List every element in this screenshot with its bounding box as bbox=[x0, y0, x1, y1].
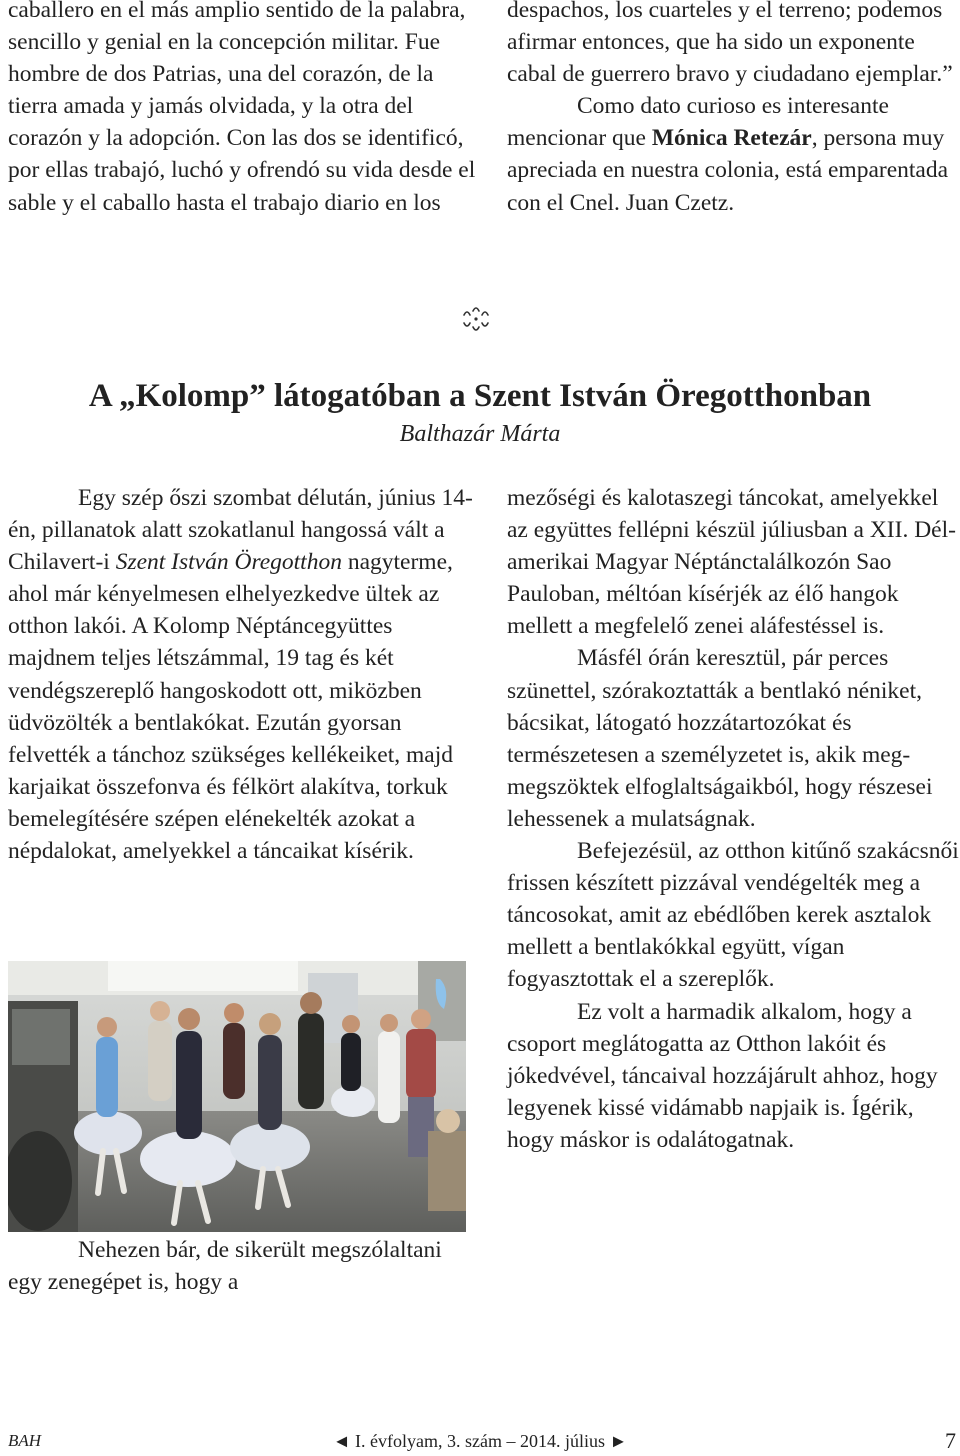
footer-issue: ◄ I. évfolyam, 3. szám – 2014. július ► bbox=[332, 1431, 628, 1451]
paragraph: Másfél órán keresztül, pár perces szünettel, szórakoztatták a bentlakó néniket, bácsikat, látogató hozzátartozókat és természetesen a személyzetet is, akik meg-megszöktek elfoglaltságaikból, hogy részesei lehessenek a mulatságnak. bbox=[507, 645, 933, 832]
paragraph: Ez volt a harmadik alkalom, hogy a csoport meglátogatta az Otthon lakóit és jókedvével, táncaival hozzájárult ahhoz, hogy legyenek kissé vidámabb napjaik is. Ígérik, hogy máskor is odalátogatnak. bbox=[507, 998, 938, 1153]
dance-photo bbox=[8, 961, 466, 1232]
paragraph-text: Egy szép őszi szombat délután, június 14-én, pillanatok alatt szokatlanul hangossá vált a Chilavert-i bbox=[8, 485, 473, 576]
page-footer bbox=[0, 1426, 960, 1456]
paragraph-text: nagyterme, ahol már kényelmesen elhelyezkedve ültek az otthon lakói. A Kolomp Néptáncegyüttes majdnem teljes létszámmal, 19 tag és két vendégszereplő hangoskodott ott, miközben üdvözölték a bentlakókat. Ezután gyorsan felvették a tánchoz szükséges kellékeiket, majd karjaikat összefonva és félkört alakítva, torkuk bemelegítésére szépen elénekelték azokat a népdalokat, amelyekkel a táncaikat kísérik. bbox=[8, 549, 454, 865]
article-column-right bbox=[507, 482, 959, 1156]
column-top-right bbox=[507, 0, 957, 219]
paragraph: mezőségi és kalotaszegi táncokat, amelyekkel az együttes fellépni készül júliusban a XII. Dél-amerikai Magyar Néptánctalálkozón Sao Pauloban, méltóan kísérjék az élő hangok mellett a megfelelő zenei aláfestéssel is. bbox=[507, 485, 956, 640]
article-author: Balthazár Márta bbox=[399, 421, 561, 447]
page-number: 7 bbox=[945, 1428, 956, 1453]
paragraph-text: Como dato curioso es interesante mencionar que bbox=[507, 93, 889, 152]
paragraph-text: , persona muy apreciada en nuestra colonia, está emparentada con el Cnel. Juan Czetz. bbox=[507, 125, 949, 216]
ornament-divider-icon bbox=[460, 306, 492, 332]
article-title: A „Kolomp” látogatóban a Szent István Öregotthonban bbox=[88, 378, 872, 414]
paragraph: Nehezen bár, de sikerült megszólaltani egy zenegépet is, hogy a bbox=[8, 1237, 442, 1296]
column-top-left bbox=[8, 0, 478, 219]
person-name: Mónica Retezár bbox=[651, 125, 812, 152]
footer-initials: BAH bbox=[8, 1431, 42, 1450]
article-column-left-bottom bbox=[8, 1234, 478, 1298]
paragraph: caballero en el más amplio sentido de la palabra, sencillo y genial en la concepción militar. Fue hombre de dos Patrias, una del corazón, de la tierra amada y jamás olvidada, y la otra del corazón y la adopción. Con las dos se identificó, por ellas trabajó, luchó y ofrendó su vida desde el sable y el caballo hasta el trabajo diario en los bbox=[8, 0, 476, 216]
paragraph bbox=[8, 482, 478, 867]
article-column-left bbox=[8, 482, 478, 867]
paragraph bbox=[507, 90, 957, 218]
paragraph: despachos, los cuarteles y el terreno; podemos afirmar entonces, que ha sido un exponente cabal de guerrero bravo y ciudadano ejemplar.” bbox=[507, 0, 953, 88]
paragraph: Befejezésül, az otthon kitűnő szakácsnői frissen készített pizzával vendégelték meg a táncosokat, amit az ebédlőben kerek asztalok mellett a bentlakókkal együtt, vígan fogyasztottak el a szereplők. bbox=[507, 838, 959, 993]
place-name: Szent István Öregotthon bbox=[115, 549, 342, 576]
